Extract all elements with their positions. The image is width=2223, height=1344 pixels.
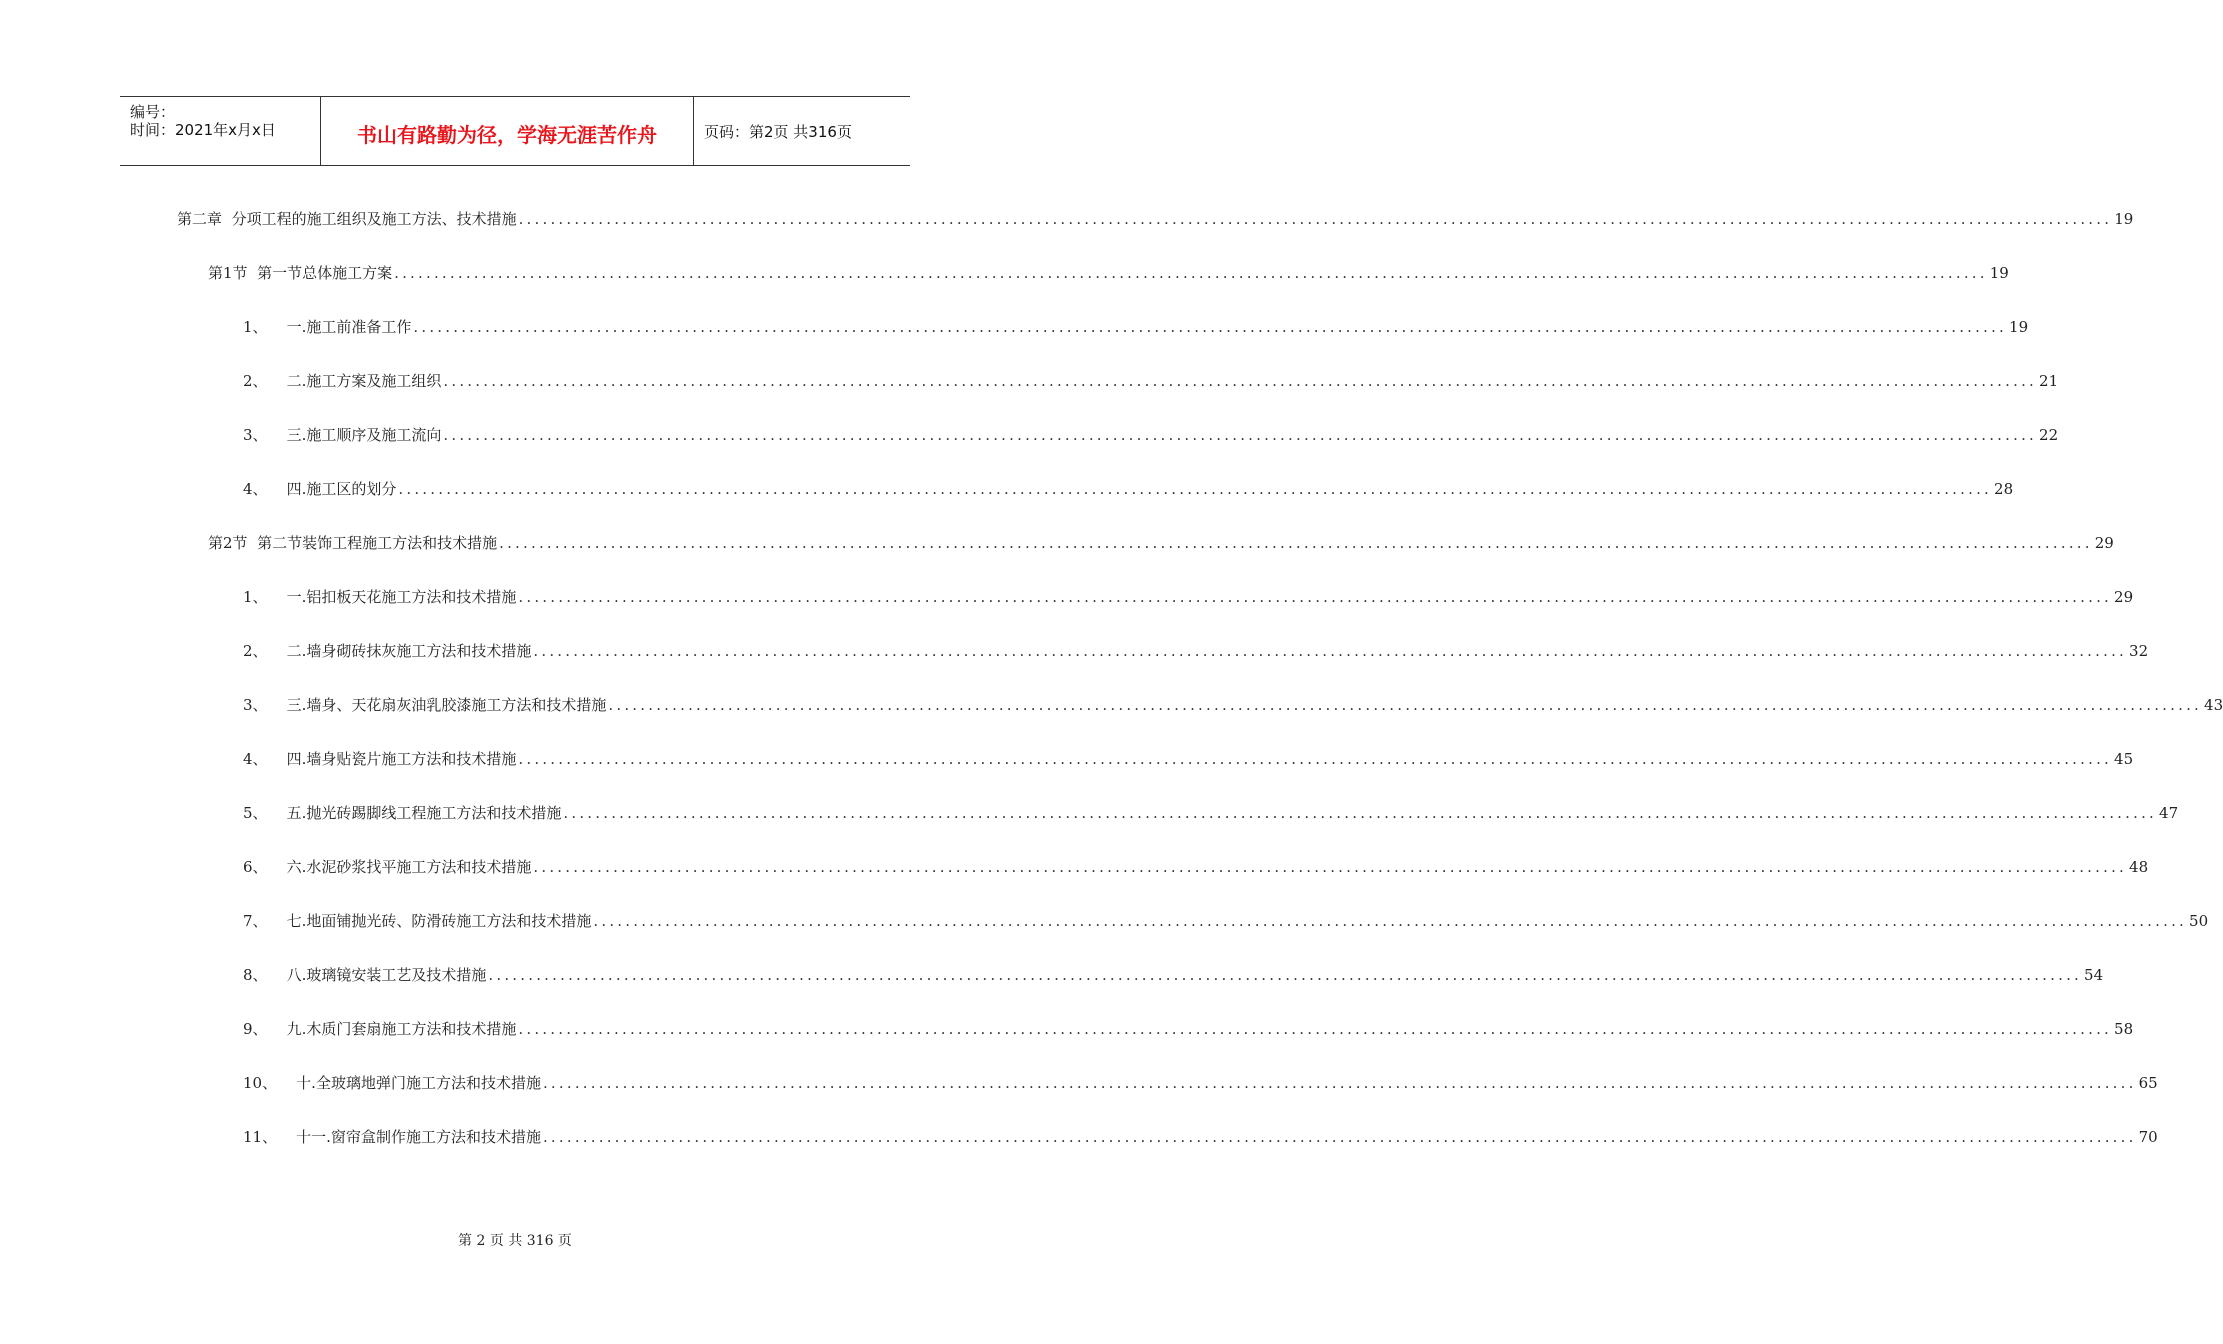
toc-entry-page: 65 — [2138, 1074, 2158, 1092]
toc-entry-title: 二.施工方案及施工组织 — [286, 372, 442, 390]
toc-entry-gap — [222, 209, 232, 229]
toc-entry-title: 三.施工顺序及施工流向 — [286, 426, 442, 444]
toc-entry-title: 一.施工前准备工作 — [286, 318, 412, 336]
toc-entry-leader: ........................................................................................................................................................................................................ — [443, 426, 2038, 444]
toc-entry-leader: ........................................................................................................................................................................................................ — [518, 588, 2113, 606]
toc-entry-title: 三.墙身、天花扇灰油乳胶漆施工方法和技术措施 — [286, 696, 607, 714]
header-page-cell — [694, 97, 910, 165]
toc-entry-page: 29 — [2114, 588, 2134, 606]
toc-entry-title: 四.施工区的划分 — [286, 480, 397, 498]
toc-entry-title: 六.水泥砂浆找平施工方法和技术措施 — [286, 858, 532, 876]
toc-entry-leader: ........................................................................................................................................................................................................ — [443, 372, 2038, 390]
header-page-label: 页码：第2页 共316页 — [704, 123, 852, 141]
header-motto: 书山有路勤为径，学海无涯苦作舟 — [357, 123, 657, 147]
toc-entry-page: 32 — [2129, 642, 2149, 660]
toc-entry-title: 一.铝扣板天花施工方法和技术措施 — [286, 588, 517, 606]
toc-entry-number: 9、 — [243, 1020, 268, 1038]
toc-entry-gap — [248, 263, 258, 283]
toc-entry-gap — [268, 803, 287, 823]
toc-entry-page: 19 — [2009, 318, 2029, 336]
toc-entry-title: 十一.窗帘盒制作施工方法和技术措施 — [296, 1128, 541, 1146]
toc-entry-gap — [268, 911, 287, 931]
toc-entry-number: 8、 — [243, 966, 268, 984]
toc-entry-gap — [268, 695, 287, 715]
toc-entry-page: 28 — [1994, 480, 2014, 498]
toc-entry[interactable] — [243, 367, 2059, 391]
toc-entry-title: 第二节装饰工程施工方法和技术措施 — [257, 534, 498, 552]
toc-entry[interactable] — [243, 745, 2134, 769]
toc-entry-leader: ........................................................................................................................................................................................................ — [593, 912, 2188, 930]
toc-entry-number: 3、 — [243, 426, 268, 444]
toc-entry-page: 43 — [2204, 696, 2223, 714]
page-footer: 第 2 页 共 316 页 — [458, 1233, 572, 1249]
toc-entry[interactable] — [243, 1123, 2158, 1147]
toc-entry-number: 6、 — [243, 858, 268, 876]
toc-entry-page: 19 — [2114, 210, 2134, 228]
toc-entry[interactable] — [243, 907, 2209, 931]
toc-entry-page: 19 — [1989, 264, 2009, 282]
toc-entry-number: 第1节 — [208, 264, 248, 282]
toc-entry-number: 3、 — [243, 696, 268, 714]
toc-entry-page: 47 — [2159, 804, 2179, 822]
toc-entry-leader: ........................................................................................................................................................................................................ — [542, 1128, 2137, 1146]
toc-entry-number: 7、 — [243, 912, 268, 930]
toc-entry-gap — [268, 857, 287, 877]
toc-entry-gap — [268, 317, 287, 337]
toc-entry[interactable] — [243, 421, 2059, 445]
toc-entry-number: 10、 — [243, 1074, 278, 1092]
toc-entry-gap — [268, 1019, 287, 1039]
toc-entry-gap — [277, 1127, 296, 1147]
toc-entry-leader: ........................................................................................................................................................................................................ — [394, 264, 1988, 282]
toc-entry-title: 第一节总体施工方案 — [257, 264, 393, 282]
toc-entry[interactable] — [208, 529, 2114, 553]
toc-entry-leader: ........................................................................................................................................................................................................ — [518, 210, 2113, 228]
toc-entry-number: 5、 — [243, 804, 268, 822]
toc-entry-number: 4、 — [243, 480, 268, 498]
toc-entry-number: 2、 — [243, 372, 268, 390]
toc-entry-gap — [248, 533, 258, 553]
toc-entry-leader: ........................................................................................................................................................................................................ — [563, 804, 2158, 822]
page-header-table — [120, 96, 910, 166]
toc-entry[interactable] — [243, 637, 2149, 661]
toc-entry-leader: ........................................................................................................................................................................................................ — [413, 318, 2008, 336]
toc-entry-title: 七.地面铺抛光砖、防滑砖施工方法和技术措施 — [286, 912, 592, 930]
toc-entry-title: 二.墙身砌砖抹灰施工方法和技术措施 — [286, 642, 532, 660]
time-label: 时间：2021年x月x日 — [130, 121, 276, 139]
toc-entry-title: 九.木质门套扇施工方法和技术措施 — [286, 1020, 517, 1038]
toc-entry-gap — [268, 965, 287, 985]
header-motto-cell — [321, 97, 694, 165]
toc-entry-page: 58 — [2114, 1020, 2134, 1038]
toc-entry-number: 第二章 — [177, 210, 223, 228]
toc-entry-page: 45 — [2114, 750, 2134, 768]
toc-entry-leader: ........................................................................................................................................................................................................ — [488, 966, 2083, 984]
serial-label: 编号： — [130, 103, 176, 121]
toc-entry-page: 48 — [2129, 858, 2149, 876]
toc-entry-gap — [268, 641, 287, 661]
toc-entry-page: 22 — [2039, 426, 2059, 444]
toc-entry-leader: ........................................................................................................................................................................................................ — [499, 534, 2093, 552]
toc-entry-title: 四.墙身贴瓷片施工方法和技术措施 — [286, 750, 517, 768]
toc-entry[interactable] — [243, 1069, 2158, 1093]
toc-entry-leader: ........................................................................................................................................................................................................ — [398, 480, 1993, 498]
toc-entry-page: 54 — [2084, 966, 2104, 984]
toc-entry-leader: ........................................................................................................................................................................................................ — [533, 642, 2128, 660]
toc-entry-number: 1、 — [243, 318, 268, 336]
toc-entry-title: 八.玻璃镜安装工艺及技术措施 — [286, 966, 487, 984]
toc-entry-gap — [268, 749, 287, 769]
toc-entry[interactable] — [243, 691, 2223, 715]
toc-entry-number: 第2节 — [208, 534, 248, 552]
toc-entry-gap — [268, 425, 287, 445]
toc-entry[interactable] — [243, 961, 2104, 985]
toc-entry-leader: ........................................................................................................................................................................................................ — [533, 858, 2128, 876]
toc-entry-gap — [277, 1073, 296, 1093]
toc-entry-leader: ........................................................................................................................................................................................................ — [518, 750, 2113, 768]
toc-entry-leader: ........................................................................................................................................................................................................ — [608, 696, 2203, 714]
toc-entry[interactable] — [243, 583, 2134, 607]
toc-entry-page: 29 — [2094, 534, 2114, 552]
toc-entry-gap — [268, 587, 287, 607]
toc-entry[interactable] — [243, 799, 2179, 823]
toc-entry-number: 2、 — [243, 642, 268, 660]
toc-entry-page: 70 — [2138, 1128, 2158, 1146]
toc-entry-gap — [268, 479, 287, 499]
toc-entry-number: 11、 — [243, 1128, 278, 1146]
toc-entry-number: 1、 — [243, 588, 268, 606]
toc-entry-leader: ........................................................................................................................................................................................................ — [518, 1020, 2113, 1038]
toc-entry-page: 21 — [2039, 372, 2059, 390]
toc-entry-title: 分项工程的施工组织及施工方法、技术措施 — [231, 210, 517, 228]
toc-entry[interactable] — [208, 259, 2009, 283]
toc-entry[interactable] — [243, 313, 2029, 337]
toc-entry-leader: ........................................................................................................................................................................................................ — [542, 1074, 2137, 1092]
toc-entry-page: 50 — [2189, 912, 2209, 930]
toc-entry-gap — [268, 371, 287, 391]
toc-entry[interactable] — [177, 205, 2134, 229]
toc-entry-title: 五.抛光砖踢脚线工程施工方法和技术措施 — [286, 804, 562, 822]
toc-entry[interactable] — [243, 853, 2149, 877]
toc-entry[interactable] — [243, 475, 2014, 499]
header-meta-cell — [120, 97, 321, 165]
toc-entry-number: 4、 — [243, 750, 268, 768]
toc-entry-title: 十.全玻璃地弹门施工方法和技术措施 — [296, 1074, 541, 1092]
toc-entry[interactable] — [243, 1015, 2134, 1039]
